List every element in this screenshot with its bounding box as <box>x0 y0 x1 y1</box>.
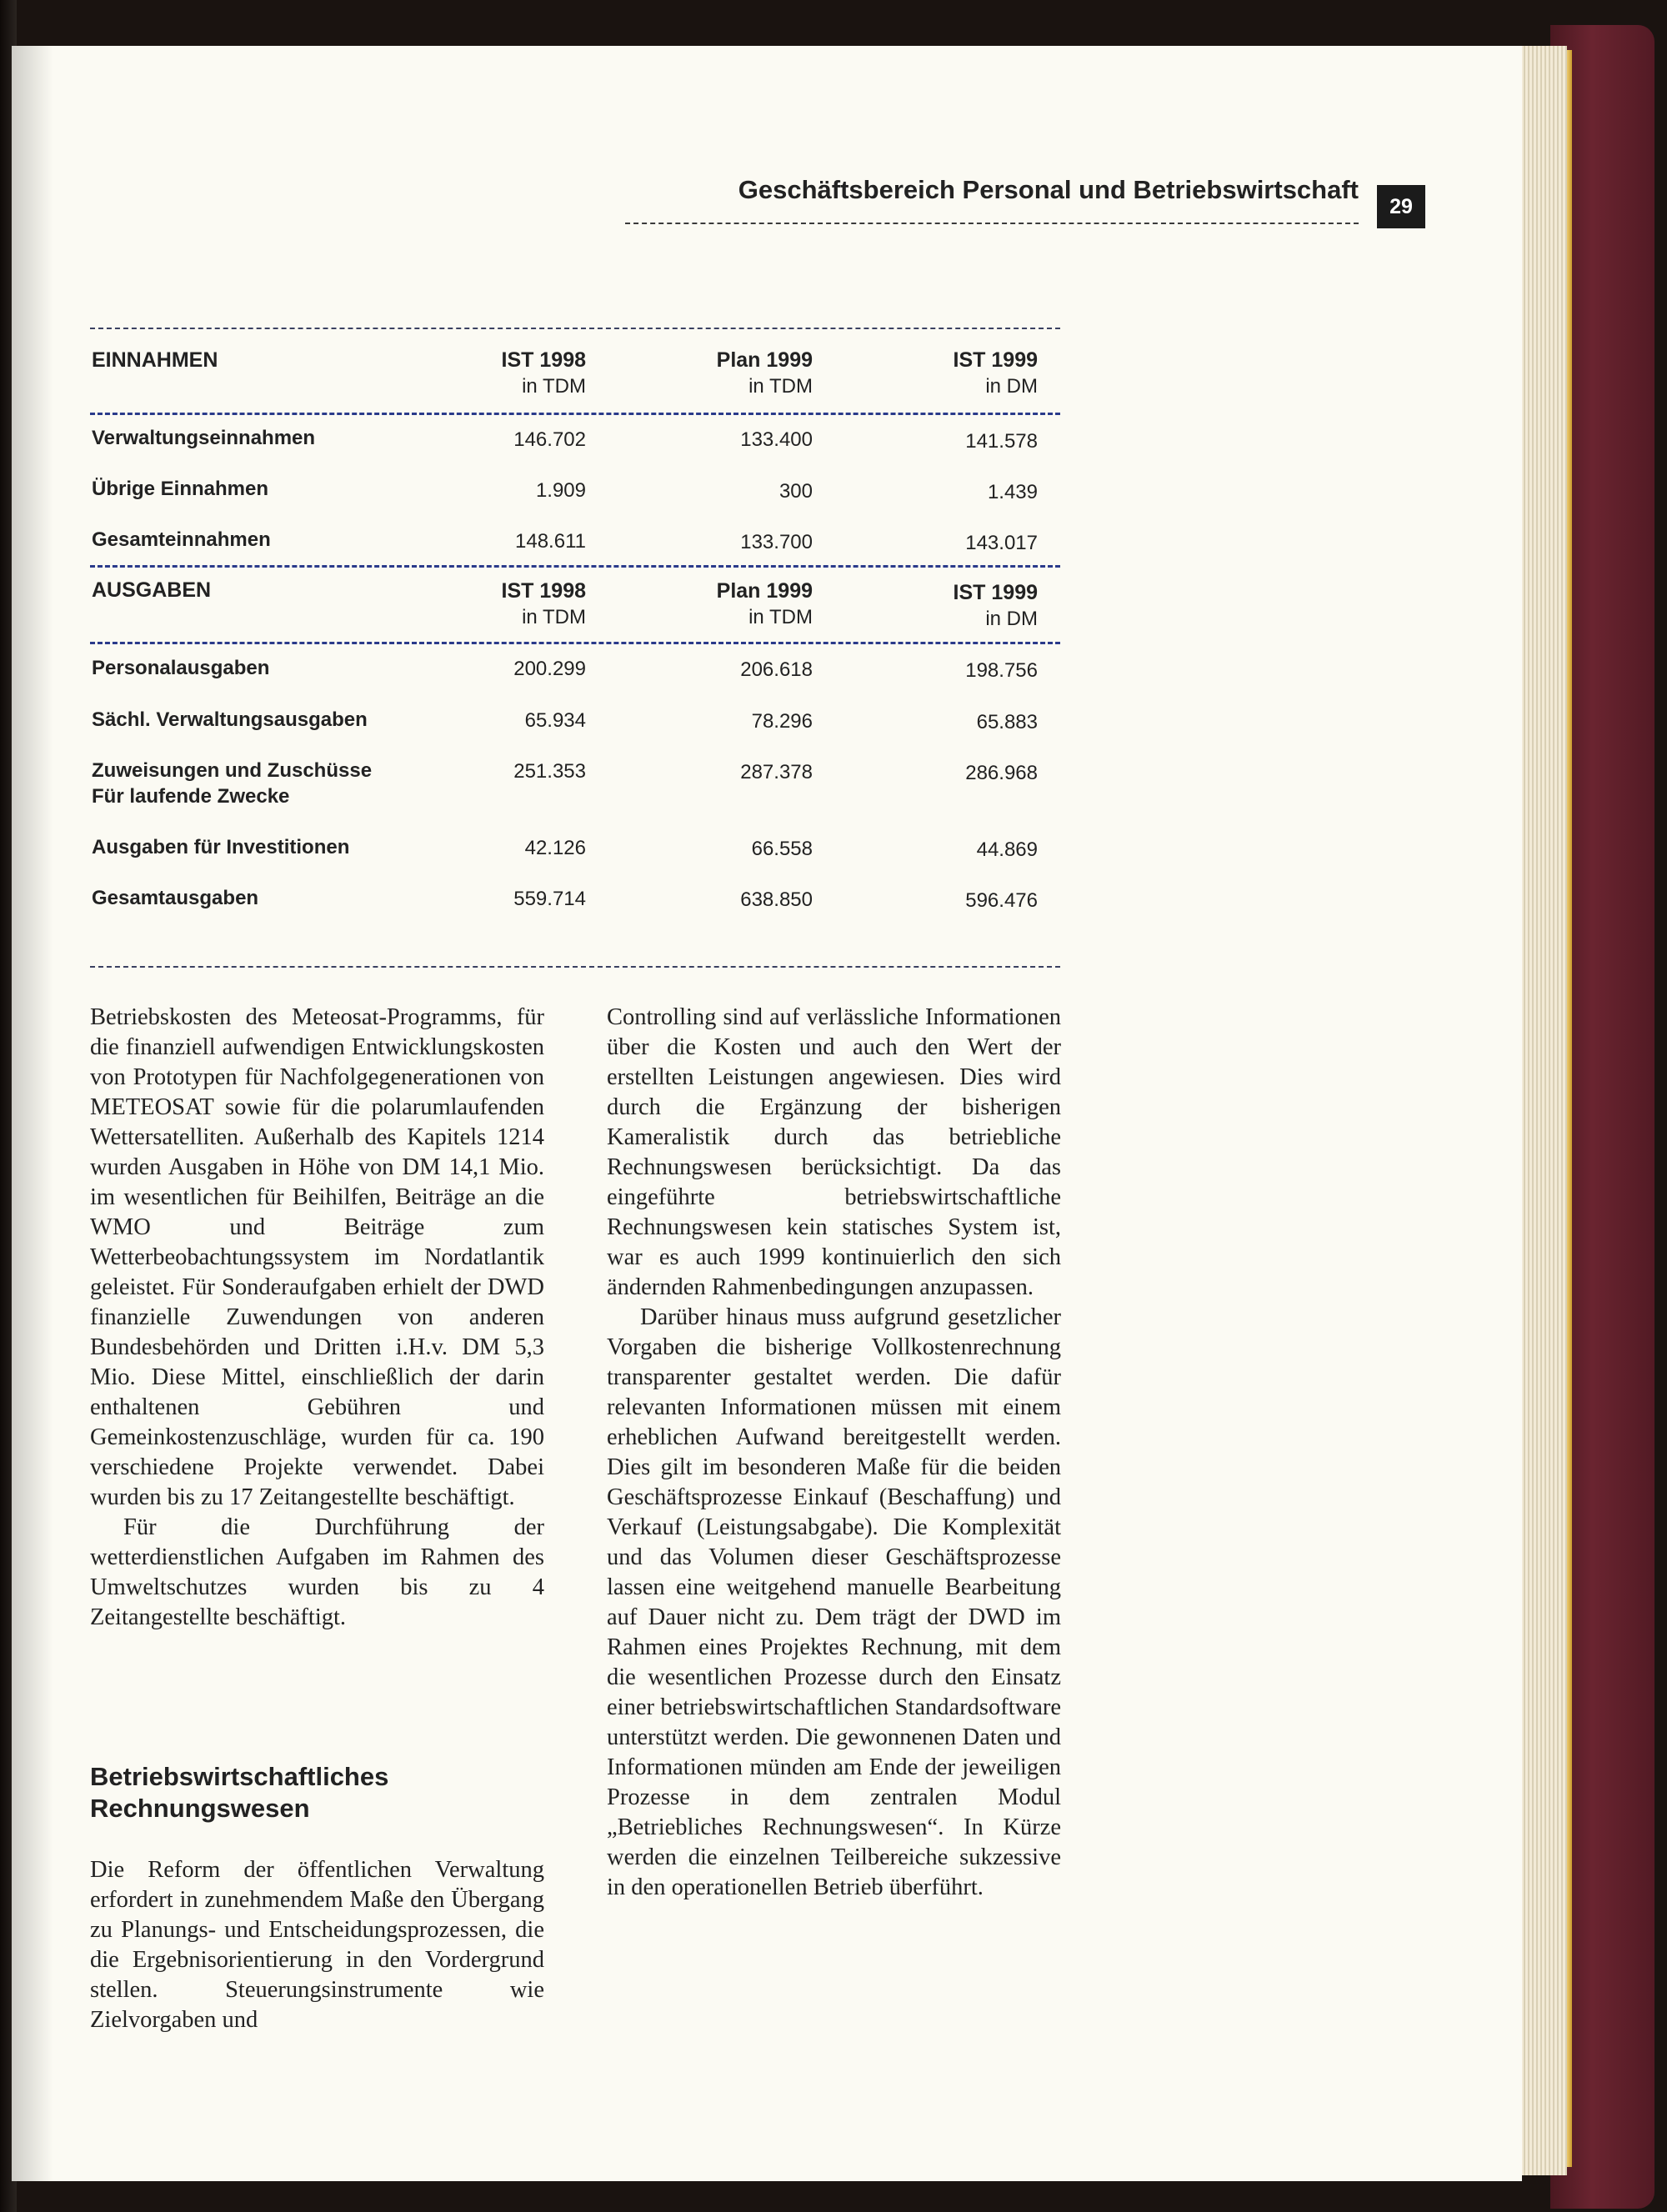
section-ausgaben: AUSGABEN <box>92 578 212 602</box>
cell-value: 78.296 <box>751 710 813 733</box>
header-rule-einnahmen <box>90 413 1060 415</box>
cell-value: 133.400 <box>740 428 813 451</box>
paragraph: Darüber hinaus muss aufgrund gesetzlicher Vorgaben die bisherige Vollkostenrechnung transparenter gestaltet werden. Die dafür relevanten Informationen müssen mit einem erheblichen Aufwand bereitgestellt werden. Dies gilt im besonderen Maße für die beiden Geschäftsprozesse Einkauf (Beschaffung) und Verkauf (Leistungsabgabe). Die Komplexität und das Volumen dieser Geschäftsprozesse lassen eine weitgehend manuelle Bearbeitung auf Dauer nicht zu. Dem trägt der DWD im Rahmen eines Projektes Rechnung, mit dem die wesentlichen Prozesse durch den Einsatz einer betriebswirtschaftlichen Standardsoftware unterstützt werden. Die gewonnenen Daten und Informationen münden am Ende der jeweiligen Prozesse in dem zentralen Modul „Betriebliches Rechnungswesen“. In Kürze werden die einzelnen Teilbereiche sukzessive in den operationellen Betrieb überführt. <box>607 1304 1061 1900</box>
right-column-text <box>607 1003 1061 1903</box>
row-label-ausgaben-investitionen: Ausgaben für Investitionen <box>92 836 350 858</box>
cell-value: 638.850 <box>740 888 813 911</box>
section-einnahmen: EINNAHMEN <box>92 348 218 372</box>
col-header-plan-1999: Plan 1999 <box>716 348 813 372</box>
row-label-gesamteinnahmen: Gesamteinnahmen <box>92 528 271 551</box>
col-header-ist-1998: IST 1998 <box>501 348 586 372</box>
left-column-text-bottom <box>90 1855 544 2035</box>
col-unit-ist-1998: in TDM <box>522 375 586 398</box>
cell-value: 148.611 <box>515 530 586 553</box>
header-rule-ausgaben <box>90 642 1060 644</box>
cell-value: 44.869 <box>976 838 1038 861</box>
cell-value: 65.883 <box>976 711 1038 733</box>
col-header-ist-1998: IST 1998 <box>501 579 586 603</box>
cell-value: 141.578 <box>965 430 1038 453</box>
row-label-verwaltungseinnahmen: Verwaltungseinnahmen <box>92 427 316 449</box>
col-header-ist-1999: IST 1999 <box>953 348 1038 372</box>
row-label-uebrige-einnahmen: Übrige Einnahmen <box>92 478 269 500</box>
paragraph: Die Reform der öffentlichen Verwaltung erfordert in zunehmendem Maße den Übergang zu Planungs- und Entscheidungsprozessen, die die Ergebnisorientierung in den Vordergrund stellen. Steuerungsinstrumente wie Zielvorgaben und <box>90 1857 544 2033</box>
cell-value: 559.714 <box>513 888 586 910</box>
col-unit-ist-1999: in DM <box>985 608 1038 630</box>
cell-value: 146.702 <box>513 428 586 451</box>
cell-value: 1.909 <box>535 479 586 502</box>
paragraph: Für die Durchführung der wetterdienstlichen Aufgaben im Rahmen des Umweltschutzes wurden bis zu 4 Zeitangestellte beschäftigt. <box>90 1514 544 1630</box>
row-label-zuweisungen: Zuweisungen und Zuschüsse <box>92 759 373 782</box>
paragraph: Controlling sind auf verlässliche Informationen über die Kosten und auch den Wert der erstellten Leistungen angewiesen. Dies wird durch die Ergänzung der bisherigen Kameralistik durch das betriebliche Rechnungswesen berücksichtigt. Da das eingeführte betriebswirtschaftliche Rechnungswesen kein statisches System ist, war es auch 1999 kontinuierlich den sich ändernden Rahmenbedingungen anzupassen. <box>607 1004 1061 1300</box>
col-unit-plan-1999: in TDM <box>748 375 813 398</box>
cell-value: 596.476 <box>965 889 1038 912</box>
col-unit-plan-1999: in TDM <box>748 606 813 628</box>
cell-value: 66.558 <box>751 838 813 860</box>
col-unit-ist-1999: in DM <box>985 375 1038 398</box>
page-number-badge: 29 <box>1377 185 1425 228</box>
table-top-rule <box>90 328 1060 329</box>
cell-value: 1.439 <box>987 481 1038 503</box>
row-label-zuweisungen-line2: Für laufende Zwecke <box>92 785 290 808</box>
row-label-personalausgaben: Personalausgaben <box>92 657 270 679</box>
row-label-saechl-verwaltungsausgaben: Sächl. Verwaltungsausgaben <box>92 708 368 731</box>
cell-value: 133.700 <box>740 531 813 553</box>
cell-value: 206.618 <box>740 658 813 681</box>
section-rule-ausgaben <box>90 565 1060 568</box>
row-label-gesamtausgaben: Gesamtausgaben <box>92 887 259 909</box>
page-gutter-shadow <box>12 46 53 2181</box>
header-rule <box>625 223 1359 224</box>
cell-value: 251.353 <box>513 760 586 783</box>
cell-value: 198.756 <box>965 659 1038 682</box>
col-unit-ist-1998: in TDM <box>522 606 586 628</box>
cell-value: 300 <box>778 480 813 503</box>
col-header-plan-1999: Plan 1999 <box>716 579 813 603</box>
cell-value: 42.126 <box>524 837 586 859</box>
cell-value: 200.299 <box>513 658 586 680</box>
section-heading: Betriebswirtschaftliches Rechnungswesen <box>90 1762 389 1823</box>
left-column-text-top <box>90 1003 544 1633</box>
cell-value: 65.934 <box>524 709 586 732</box>
cell-value: 143.017 <box>965 532 1038 554</box>
paragraph: Betriebskosten des Meteosat-Programms, für die finanziell aufwendigen Entwicklungskosten von Prototypen für Nachfolgegenerationen von METEOSAT sowie für die polarumlaufenden Wettersatelliten. Außerhalb des Kapitels 1214 wurden Ausgaben in Höhe von DM 14,1 Mio. im wesentlichen für Beihilfen, Beiträge an die WMO und Beiträge zum Wetterbeobachtungssystem im Nordatlantik geleistet. Für Sonderaufgaben erhielt der DWD finanzielle Zuwendungen von anderen Bundesbehörden und Dritten i.H.v. DM 5,3 Mio. Diese Mittel, einschließlich der darin enthaltenen Gebühren und Gemeinkostenzuschläge, wurden für ca. 190 verschiedene Projekte verwendet. Dabei wurden bis zu 17 Zeitangestellte beschäftigt. <box>90 1004 544 1510</box>
table-bottom-rule <box>90 966 1060 968</box>
col-header-ist-1999: IST 1999 <box>953 581 1038 604</box>
running-header-title: Geschäftsbereich Personal und Betriebswirtschaft <box>738 175 1359 204</box>
cell-value: 286.968 <box>965 762 1038 784</box>
cell-value: 287.378 <box>740 761 813 783</box>
